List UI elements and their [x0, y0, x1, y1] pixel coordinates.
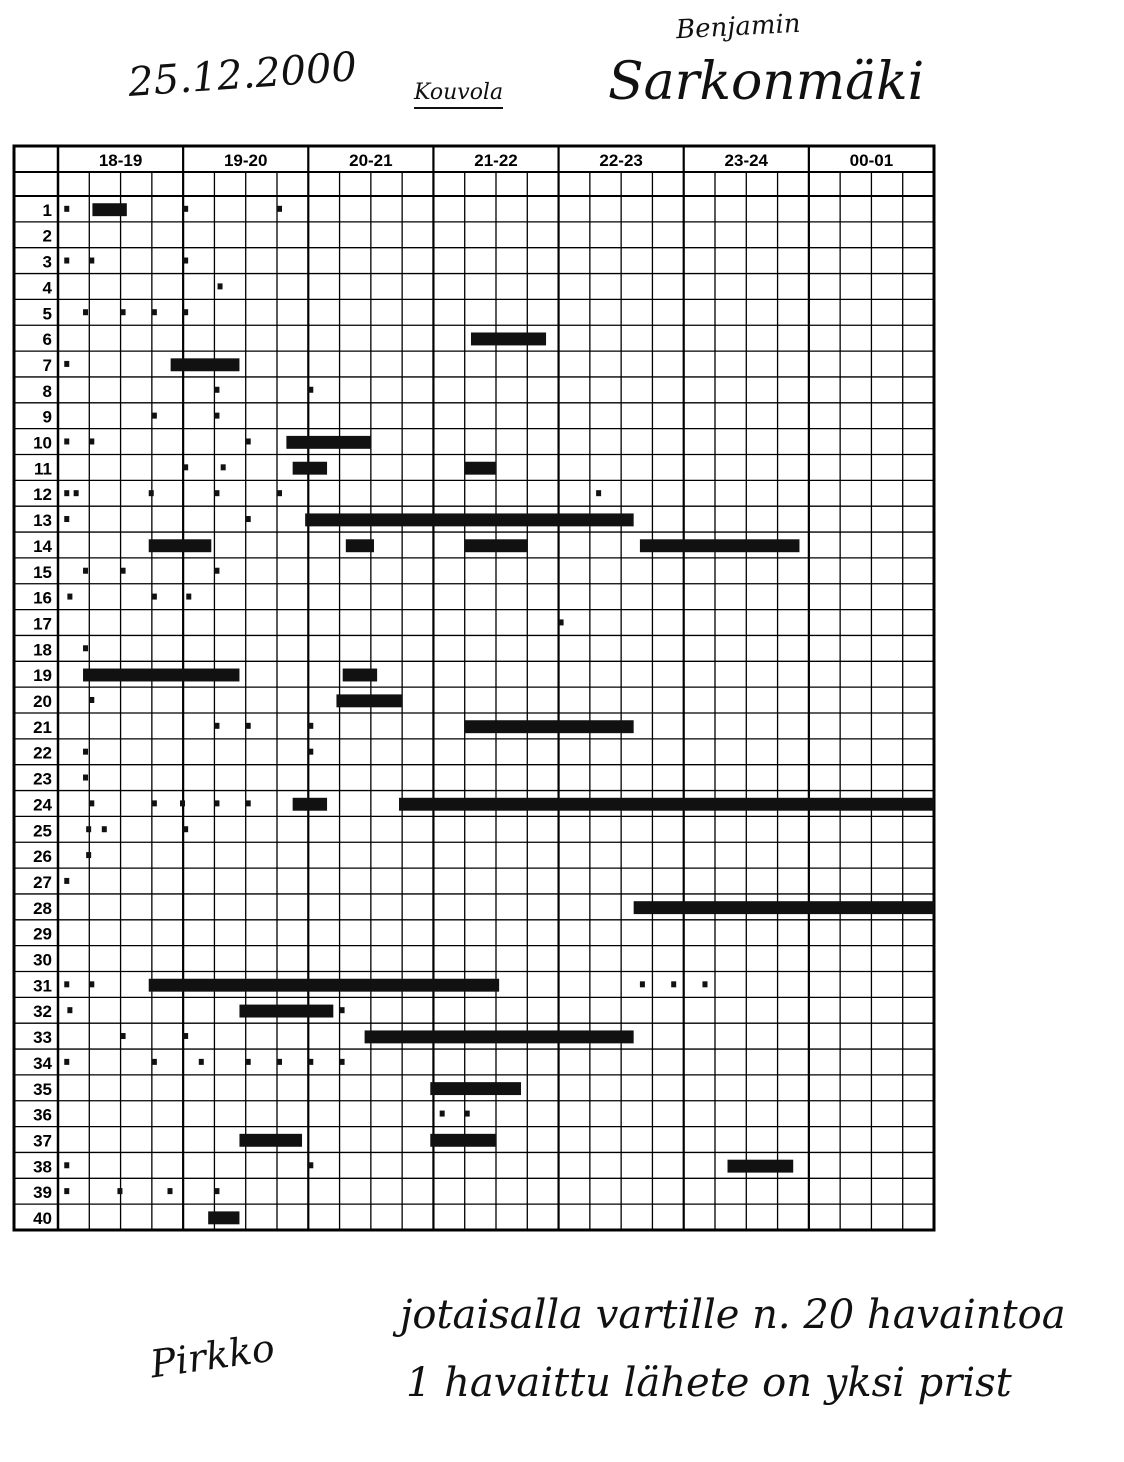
observation-tick: [246, 516, 251, 522]
observation-tick: [183, 826, 188, 832]
time-column-header: 00-01: [849, 151, 894, 170]
observation-tick: [340, 1007, 345, 1013]
observation-tick: [152, 800, 157, 806]
observation-tick: [214, 1188, 219, 1194]
place-name-handwritten: Sarkonmäki: [608, 52, 925, 112]
observation-tick: [89, 697, 94, 703]
observation-bar: [728, 1160, 794, 1173]
observation-tick: [64, 1059, 69, 1065]
row-number: 37: [33, 1131, 52, 1151]
observation-tick: [64, 516, 69, 522]
observation-tick: [340, 1059, 345, 1065]
observation-tick: [64, 206, 69, 212]
row-number: 16: [33, 588, 52, 608]
observation-tick: [308, 1162, 313, 1168]
row-number: 33: [33, 1028, 52, 1048]
row-number: 8: [42, 381, 52, 401]
row-number: 21: [33, 717, 52, 737]
observation-tick: [214, 490, 219, 496]
date-handwritten: 25.12.2000: [126, 44, 359, 106]
row-number: 17: [33, 614, 52, 634]
row-number: 35: [33, 1079, 52, 1099]
observation-tick: [596, 490, 601, 496]
row-number: 4: [42, 278, 52, 298]
row-number: 38: [33, 1157, 52, 1177]
row-number: 36: [33, 1105, 52, 1125]
row-number: 2: [42, 226, 52, 246]
observation-tick: [64, 438, 69, 444]
row-number: 7: [42, 355, 52, 375]
time-column-headers: [99, 151, 893, 170]
observation-tick: [221, 464, 226, 470]
row-number: 31: [33, 976, 52, 996]
observation-tick: [183, 258, 188, 264]
observation-tick: [183, 206, 188, 212]
observation-tick: [64, 1188, 69, 1194]
observation-bar: [293, 798, 327, 811]
row-number: 28: [33, 898, 52, 918]
row-number: 40: [33, 1209, 52, 1228]
observation-tick: [64, 1162, 69, 1168]
observation-bar: [465, 720, 634, 733]
time-column-header: 22-23: [599, 151, 643, 170]
observation-tick: [214, 387, 219, 393]
observation-tick: [152, 309, 157, 315]
observation-tick: [214, 800, 219, 806]
time-column-header: 21-22: [474, 151, 518, 170]
observation-tick: [74, 490, 79, 496]
row-number: 22: [33, 743, 52, 763]
signature-handwritten: Pirkko: [147, 1325, 278, 1387]
observation-tick: [168, 1188, 173, 1194]
time-column-header: 20-21: [349, 151, 393, 170]
row-number: 1: [42, 200, 52, 220]
observation-tick: [702, 981, 707, 987]
observation-bar: [336, 694, 402, 707]
observation-marks: [64, 203, 934, 1224]
row-number: 5: [42, 304, 52, 324]
observation-tick: [246, 723, 251, 729]
observation-bar: [430, 1134, 496, 1147]
observation-tick: [89, 258, 94, 264]
row-number: 23: [33, 769, 52, 789]
row-number: 6: [42, 330, 52, 350]
observation-bar: [149, 539, 212, 552]
observation-tick: [183, 1033, 188, 1039]
observation-tick: [308, 387, 313, 393]
observation-tick: [440, 1111, 445, 1117]
observation-tick: [640, 981, 645, 987]
row-number: 20: [33, 692, 52, 711]
row-number: 27: [33, 872, 52, 892]
note-line-1: jotaisalla vartille n. 20 havaintoa: [400, 1292, 1066, 1338]
row-number: 12: [33, 485, 52, 505]
row-number: 18: [33, 640, 52, 660]
observation-bar: [239, 1134, 302, 1147]
observation-tick: [183, 464, 188, 470]
observation-tick: [308, 723, 313, 729]
row-number: 19: [33, 666, 52, 686]
row-number: 15: [33, 562, 52, 582]
observation-tick: [89, 438, 94, 444]
observation-tick: [214, 413, 219, 419]
observation-tick: [64, 981, 69, 987]
observation-bar: [346, 539, 374, 552]
row-number: 39: [33, 1183, 52, 1203]
row-number: 30: [33, 950, 52, 970]
observation-tick: [121, 568, 126, 574]
observation-tick: [102, 826, 107, 832]
observation-tick: [308, 749, 313, 755]
observation-tick: [121, 309, 126, 315]
row-number-labels: [33, 201, 52, 1228]
time-column-header: 23-24: [724, 151, 769, 170]
grid-lines: [14, 146, 934, 1230]
observation-tick: [64, 878, 69, 884]
observation-tick: [152, 1059, 157, 1065]
observation-tick: [67, 594, 72, 600]
observation-bar: [640, 539, 800, 552]
observation-bar: [293, 462, 327, 475]
observation-tick: [199, 1059, 204, 1065]
observation-tick: [246, 438, 251, 444]
row-number: 3: [42, 252, 52, 272]
observation-bar: [634, 901, 934, 914]
observation-tick: [67, 1007, 72, 1013]
row-number: 26: [33, 847, 52, 867]
row-number: 14: [33, 536, 52, 556]
observation-bar: [92, 203, 126, 216]
observation-bar: [343, 669, 377, 682]
time-column-header: 18-19: [98, 151, 143, 170]
observation-tick: [64, 490, 69, 496]
observation-tick: [277, 490, 282, 496]
observation-bar: [286, 436, 370, 449]
note-line-2: 1 havaittu lähete on yksi prist: [406, 1360, 1012, 1406]
observation-tick: [83, 749, 88, 755]
observation-bar: [465, 539, 528, 552]
row-number: 29: [33, 924, 52, 944]
observation-tick: [186, 594, 191, 600]
observation-tick: [83, 309, 88, 315]
row-number: 34: [33, 1053, 52, 1073]
observation-tick: [277, 206, 282, 212]
observation-tick: [246, 800, 251, 806]
observation-tick: [83, 775, 88, 781]
observation-bar: [465, 462, 496, 475]
observation-bar: [430, 1082, 521, 1095]
location-word-handwritten: Kouvola: [414, 80, 503, 109]
observation-tick: [83, 568, 88, 574]
row-number: 11: [34, 459, 52, 479]
observer-name-handwritten: Benjamin: [675, 8, 802, 46]
observation-tick: [89, 800, 94, 806]
observation-bar: [171, 358, 240, 371]
observation-tick: [559, 619, 564, 625]
observation-tick: [152, 413, 157, 419]
observation-tick: [89, 981, 94, 987]
observation-bar: [471, 332, 546, 345]
observation-bar: [365, 1030, 634, 1043]
row-number: 10: [33, 433, 52, 453]
observation-tick: [214, 568, 219, 574]
observation-tick: [64, 361, 69, 367]
row-number: 25: [33, 821, 52, 841]
time-column-header: 19-20: [223, 151, 268, 170]
observation-tick: [671, 981, 676, 987]
observation-tick: [86, 852, 91, 858]
observation-tick: [117, 1188, 122, 1194]
observation-tick: [218, 283, 223, 289]
observation-bar: [305, 513, 633, 526]
observation-tick: [246, 1059, 251, 1065]
observation-tick: [183, 309, 188, 315]
observation-tick: [152, 594, 157, 600]
observation-tick: [180, 800, 185, 806]
observation-bar: [83, 669, 239, 682]
observation-tick: [64, 258, 69, 264]
observation-bar: [399, 798, 934, 811]
row-number: 32: [33, 1002, 52, 1022]
observation-bar: [149, 979, 499, 992]
observation-tick: [214, 723, 219, 729]
row-number: 24: [33, 795, 52, 815]
observation-tick: [465, 1111, 470, 1117]
observation-tick: [149, 490, 154, 496]
observation-tick: [277, 1059, 282, 1065]
row-number: 13: [33, 511, 52, 531]
observation-tick: [121, 1033, 126, 1039]
observation-tick: [308, 1059, 313, 1065]
observation-tick: [83, 645, 88, 651]
row-number: 9: [42, 407, 52, 427]
observation-bar: [239, 1005, 333, 1018]
observation-tick: [86, 826, 91, 832]
observation-bar: [208, 1211, 239, 1224]
